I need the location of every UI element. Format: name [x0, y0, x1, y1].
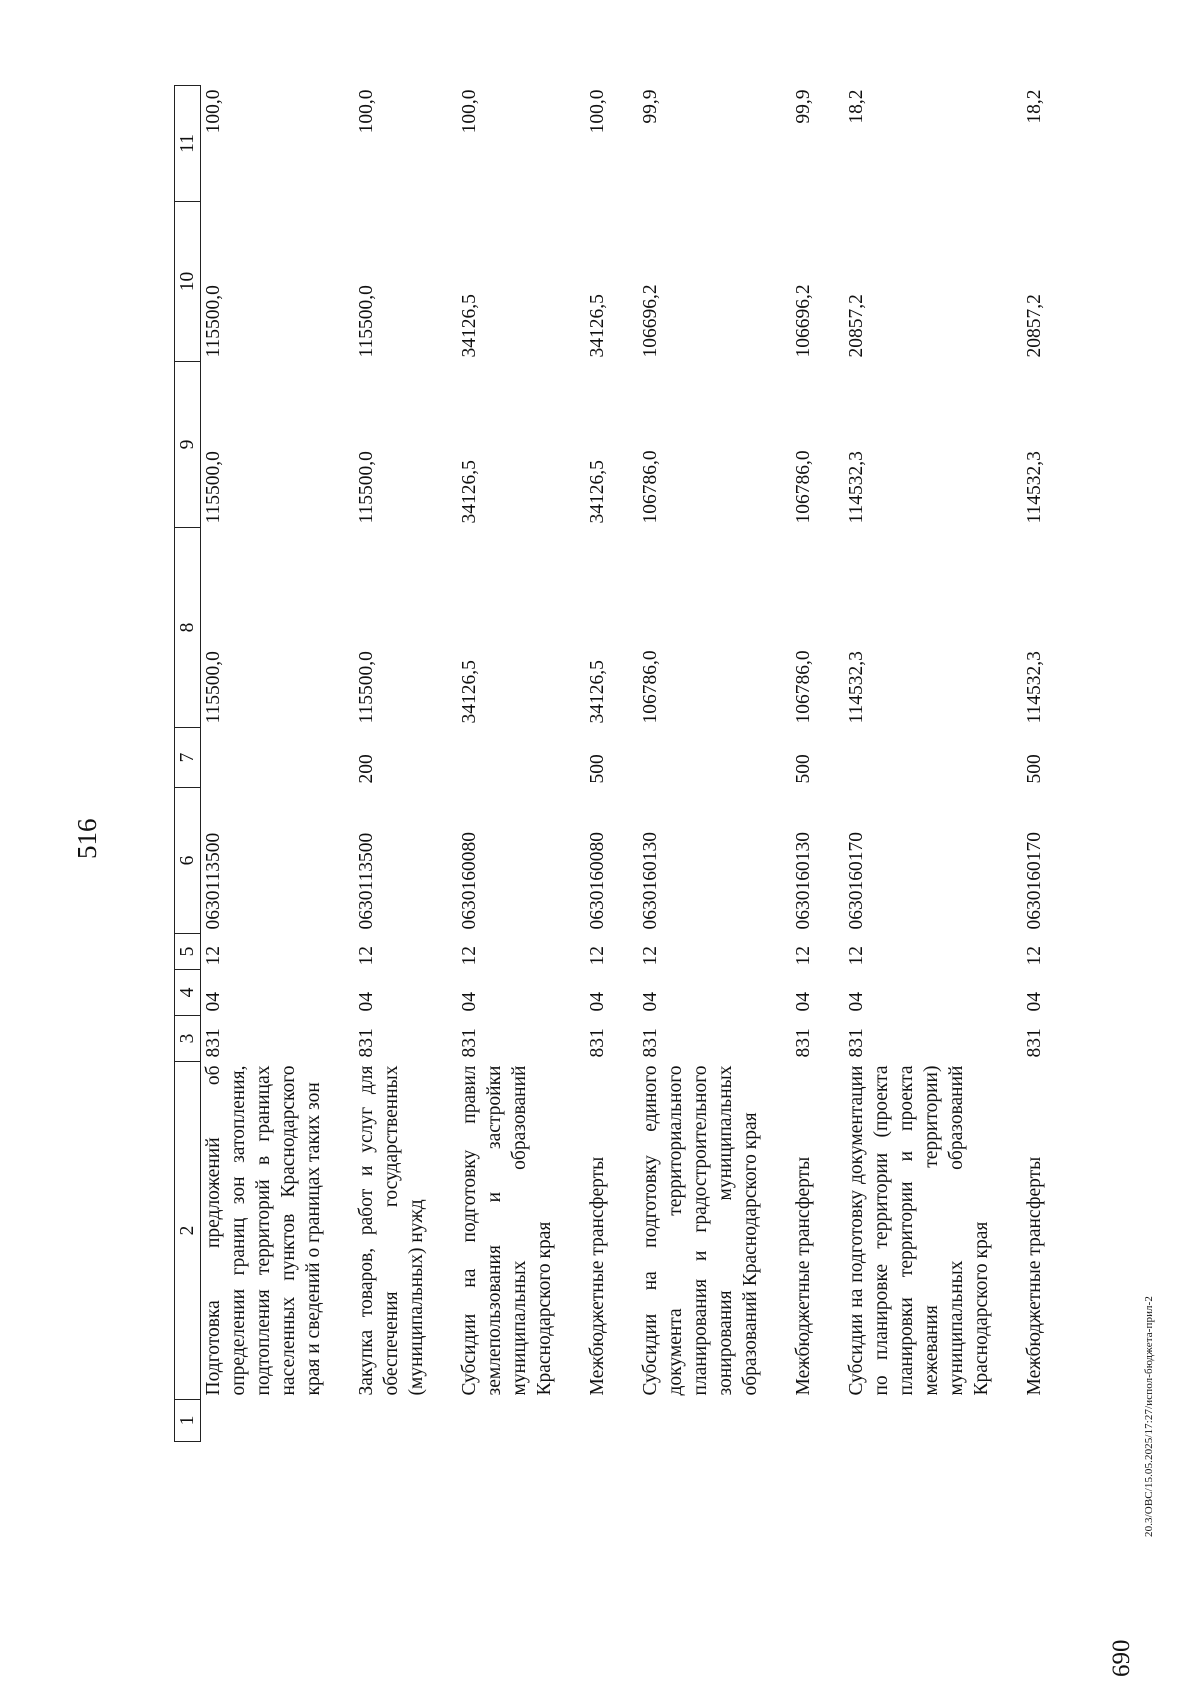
column-header: 4: [175, 970, 201, 1016]
table-cell-c2: Межбюджетные трансферты: [1024, 1156, 1045, 1396]
table-cell-c4: 04: [587, 992, 608, 1012]
table-cell-c6: 0630160130: [793, 832, 814, 930]
table-cell-c3: 831: [640, 1028, 661, 1058]
table-cell-c11: 100,0: [459, 89, 480, 134]
table-cell-c9: 106786,0: [793, 450, 814, 524]
table-cell-c7: [457, 728, 585, 788]
column-header: 7: [175, 728, 201, 788]
table-cell-c10: 20857,2: [846, 294, 867, 358]
table-cell-c4: 04: [1024, 992, 1045, 1012]
table-cell-c11: 99,9: [793, 89, 814, 124]
table-row: [791, 86, 844, 1442]
table-cell-c10: 20857,2: [1024, 294, 1045, 358]
column-header: 5: [175, 934, 201, 970]
table-cell-c5: 12: [459, 946, 480, 966]
table-cell-c10: 34126,5: [587, 294, 608, 358]
table-cell-c2: Межбюджетные трансферты: [587, 1156, 608, 1396]
table-cell-c11: 100,0: [203, 89, 224, 134]
table-cell-c3: 831: [203, 1028, 224, 1058]
column-header: 2: [175, 1062, 201, 1400]
table-cell-c8: 114532,3: [1024, 651, 1045, 724]
table-cell-c10: 115500,0: [356, 285, 377, 358]
table-cell-c10: 34126,5: [459, 294, 480, 358]
table-header-row: [175, 86, 201, 1442]
column-header: 11: [175, 86, 201, 202]
table-cell-c7: [844, 728, 1022, 788]
table-cell-c9: 114532,3: [1024, 451, 1045, 524]
table-cell-c10: 106696,2: [793, 284, 814, 358]
table-cell-c8: 34126,5: [587, 660, 608, 724]
table-cell-c11: 18,2: [1024, 89, 1045, 124]
page-number-bottom: 690: [1108, 1639, 1135, 1677]
column-header: 6: [175, 788, 201, 934]
table-cell-c8: 114532,3: [846, 651, 867, 724]
table-cell-c5: 12: [1024, 946, 1045, 966]
column-header: 10: [175, 202, 201, 362]
table-cell-c11: 100,0: [587, 89, 608, 134]
table-cell-c1: [844, 1400, 1022, 1442]
table-cell-c4: 04: [846, 992, 867, 1012]
table-cell-c10: 115500,0: [203, 285, 224, 358]
table-cell-c5: 12: [356, 946, 377, 966]
table-cell-c11: 18,2: [846, 89, 867, 124]
table-cell-c7: 500: [793, 754, 814, 784]
table-row: [201, 86, 355, 1442]
table-cell-c2: Субсидии на подготовку правил землепользования и застройки муниципальных образований Краснодарского края: [459, 1065, 555, 1396]
table-cell-c1: [354, 1400, 457, 1442]
table-cell-c3: 831: [356, 1028, 377, 1058]
table-cell-c8: 34126,5: [459, 660, 480, 724]
table-cell-c4: 04: [793, 992, 814, 1012]
table-cell-c2: Межбюджетные трансферты: [793, 1156, 814, 1396]
table-cell-c5: 12: [640, 946, 661, 966]
table-cell-c2: Субсидии на подготовку документации по планировке территории (проекта планировки территории и проекта межевания территории) муниципальных образований Краснодарского края: [846, 1065, 992, 1396]
table-cell-c5: 12: [203, 946, 224, 966]
column-header: 1: [175, 1400, 201, 1442]
footer-code: 20.3/ОВС/15.05.2025/17:27/испол-бюджета-прил-2: [1143, 1295, 1155, 1537]
table-cell-c11: 99,9: [640, 89, 661, 124]
table-cell-c8: 115500,0: [356, 651, 377, 724]
table-cell-c7: [201, 728, 355, 788]
table-cell-c7: 500: [587, 754, 608, 784]
table-row: [457, 86, 585, 1442]
table-cell-c2: Подготовка предложений об определении границ зон затопления, подтопления территорий в границах населенных пунктов Краснодарского края и сведений о границах таких зон: [203, 1065, 324, 1396]
table-cell-c6: 0630160080: [459, 832, 480, 930]
table-row: [638, 86, 791, 1442]
table-cell-c1: [638, 1400, 791, 1442]
table-cell-c1: [585, 1400, 638, 1442]
table-cell-c3: 831: [846, 1028, 867, 1058]
table-cell-c3: 831: [1024, 1028, 1045, 1058]
table-cell-c7: [638, 728, 791, 788]
column-header: 8: [175, 528, 201, 728]
table-cell-c9: 115500,0: [203, 451, 224, 524]
table-cell-c4: 04: [459, 992, 480, 1012]
budget-table: [174, 85, 1075, 1442]
table-cell-c6: 0630160170: [1024, 832, 1045, 930]
table-row: [585, 86, 638, 1442]
table-cell-c1: [791, 1400, 844, 1442]
table-cell-c6: 0630113500: [203, 832, 224, 930]
table-cell-c8: 106786,0: [793, 650, 814, 724]
table-cell-c2: Субсидии на подготовку единого документа территориального планирования и градостроительного зонирования муниципальных образований Краснодарского края: [640, 1065, 761, 1396]
column-header: 3: [175, 1016, 201, 1062]
table-cell-c1: [201, 1400, 355, 1442]
table-cell-c8: 115500,0: [203, 651, 224, 724]
table-cell-c9: 106786,0: [640, 450, 661, 524]
table-cell-c8: 106786,0: [640, 650, 661, 724]
table-cell-c9: 114532,3: [846, 451, 867, 524]
column-header: 9: [175, 362, 201, 528]
table-cell-c5: 12: [846, 946, 867, 966]
table-cell-c4: 04: [640, 992, 661, 1012]
table-cell-c1: [457, 1400, 585, 1442]
table-cell-c6: 0630113500: [356, 832, 377, 930]
table-cell-c7: 200: [356, 754, 377, 784]
table-cell-c3: 831: [459, 1028, 480, 1058]
table-cell-c9: 115500,0: [356, 451, 377, 524]
table-cell-c6: 0630160170: [846, 832, 867, 930]
table-row: [354, 86, 457, 1442]
table-row: [844, 86, 1022, 1442]
table-cell-c5: 12: [793, 946, 814, 966]
table-cell-c3: 831: [793, 1028, 814, 1058]
page-number-top: 516: [72, 818, 102, 859]
table-cell-c9: 34126,5: [459, 460, 480, 524]
table-cell-c3: 831: [587, 1028, 608, 1058]
table-cell-c1: [1022, 1400, 1075, 1442]
table-cell-c6: 0630160080: [587, 832, 608, 930]
table-cell-c4: 04: [356, 992, 377, 1012]
table-cell-c7: 500: [1024, 754, 1045, 784]
table-cell-c5: 12: [587, 946, 608, 966]
table-cell-c2: Закупка товаров, работ и услуг для обеспечения государственных (муниципальных) нужд: [356, 1065, 427, 1396]
table-row: [1022, 86, 1075, 1442]
table-cell-c9: 34126,5: [587, 460, 608, 524]
table-cell-c11: 100,0: [356, 89, 377, 134]
table-cell-c6: 0630160130: [640, 832, 661, 930]
table-cell-c4: 04: [203, 992, 224, 1012]
table-cell-c10: 106696,2: [640, 284, 661, 358]
